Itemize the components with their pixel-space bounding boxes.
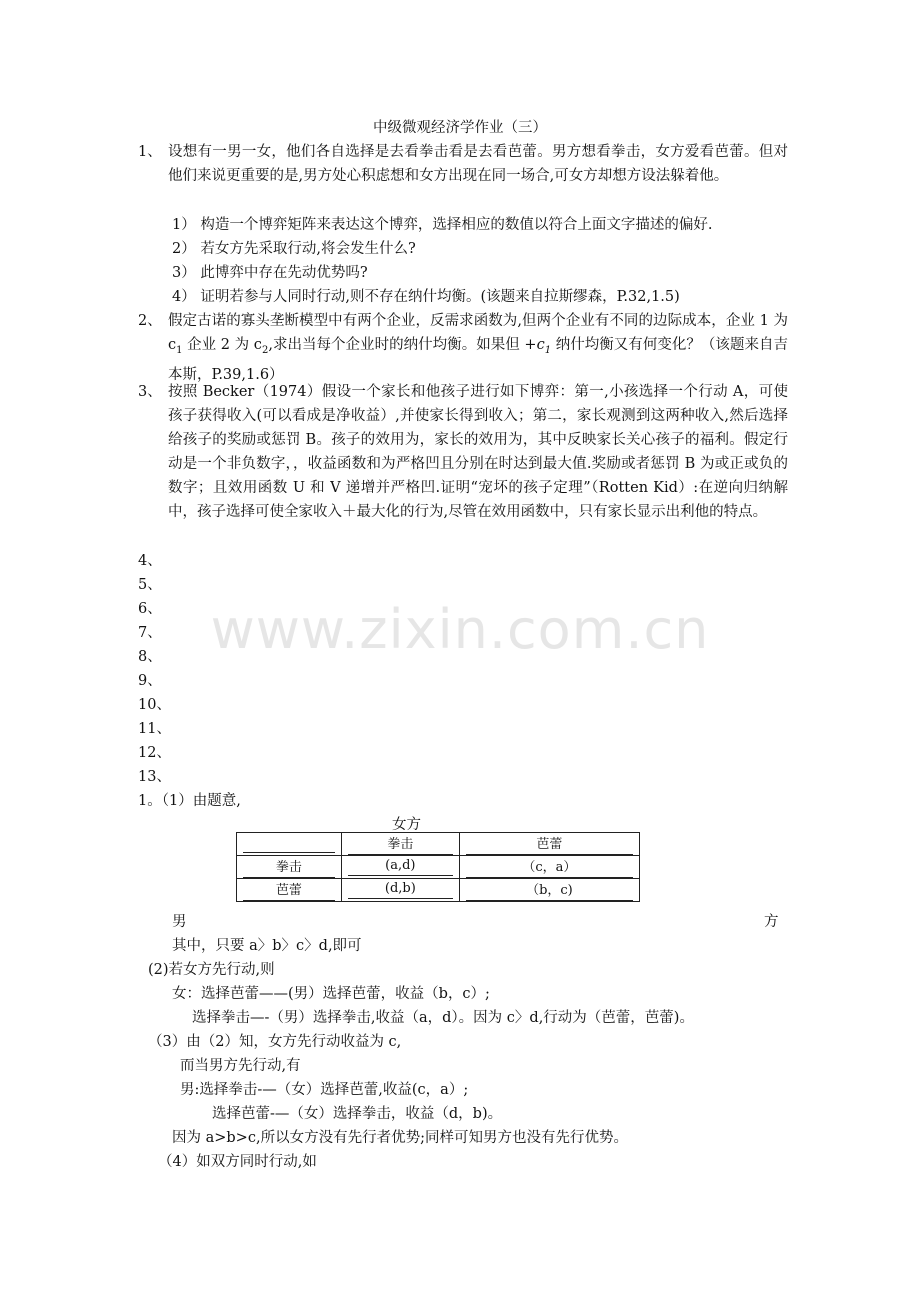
male-player-label-left: 男 [172,914,187,930]
table-row [237,856,640,879]
female-player-label: 女方 [392,817,421,833]
table-row [237,879,640,902]
answer-line: （3）由（2）知，女方先行动收益为 c, [148,1034,402,1050]
sub-question-3: 3） 此博弈中存在先动优势吗? [172,265,368,281]
question-text-part: ,求出当每个企业时的纳什均衡。如果但 [268,337,525,353]
payoff-cell [459,856,639,879]
question-text: 按照 Becker（1974）假设一个家长和他孩子进行如下博弈：第一,小孩选择一个行动 A，可使孩子获得收入(可以看成是净收益）,并使家长得到收入；第二，家长观测到这两种收入,然后选择给孩子的奖励或惩罚 B。孩子的效用为，家长的效用为，其中反映家长关心孩子的福利。假定行动是一个非负数字，，收益函数和为严格凹且分别在时达到最大值.奖励或者惩罚 B 为或正或负的数字；且效用函数 U 和 V 递增并严格凹.证明“宠坏的孩子定理”（Rotten Kid）:在逆向归纳解中，孩子选择可使全家收入＋最大化的行为,尽管在效用函数中，只有家长显示出利他的特点。 [168,384,788,520]
question-number-8: 8、 [138,649,162,665]
table-corner-cell [237,833,342,856]
answer-line: (2)若女方先行动,则 [148,962,275,978]
question-text-part: 纳什均衡又有何变化？（该题来自吉本斯，P.39,1.6） [168,337,789,383]
watermark: www.zixin.com.cn [210,598,710,661]
page-title: 中级微观经济学作业（三） [373,120,547,136]
question-number-10: 10、 [138,697,171,713]
question-number-11: 11、 [138,721,171,737]
question-text: 设想有一男一女，他们各自选择是去看拳击看是去看芭蕾。男方想看拳击，女方爱看芭蕾。但对他们来说更重要的是,男方处心积虑想和女方出现在同一场合,可女方却想方设法躲着他。 [168,144,788,184]
question-text [168,309,788,387]
row-label-text: 芭蕾 [243,879,335,901]
subscript: 2 [261,344,269,356]
payoff-cell [341,856,459,879]
row-label-cell [237,879,342,902]
header-cell-text: 拳击 [348,833,453,855]
question-text-part: 假定古诺的寡头垄断模型中有两个企业，反需求函数为,但两个企业有不同的边际成本，企业 1 为 c [168,313,788,353]
answer-line: 其中，只要 a〉b〉c〉d,即可 [172,938,362,954]
answer-line: 选择拳击—-（男）选择拳击,收益（a，d）。因为 c〉d,行动为（芭蕾，芭蕾)。 [192,1010,694,1026]
payoff-text: （c，a） [466,856,633,878]
question-2 [138,309,788,387]
question-number: 2、 [138,313,162,329]
question-number-6: 6、 [138,601,162,617]
payoff-text: （b，c) [466,879,633,901]
table-header-cell [459,833,639,856]
answer-line: 因为 a>b>c,所以女方没有先行者优势;同样可知男方也没有先行优势。 [172,1130,628,1146]
sub-question-2: 2） 若女方先采取行动,将会发生什么? [172,241,416,257]
header-cell-text [243,835,335,853]
row-label-cell [237,856,342,879]
question-number-13: 13、 [138,769,171,785]
answer-line: 选择芭蕾-—（女）选择拳击，收益（d，b)。 [212,1106,503,1122]
payoff-text: (a,d) [348,858,453,876]
row-label-text: 拳击 [243,856,335,878]
math-expression: +c [524,337,545,353]
question-number: 1、 [138,144,162,160]
question-number-5: 5、 [138,577,162,593]
sub-question-1: 1） 构造一个博弈矩阵来表达这个博弈，选择相应的数值以符合上面文字描述的偏好. [172,217,713,233]
question-3 [138,380,788,524]
payoff-cell [459,879,639,902]
question-number: 3、 [138,384,162,400]
subscript: 1 [544,344,552,356]
table-header-row [237,833,640,856]
answer-line: 而当男方先行动,有 [180,1058,301,1074]
question-1 [138,140,788,188]
answer-line: 男:选择拳击-—（女）选择芭蕾,收益(c，a）; [180,1082,469,1098]
payoff-cell [341,879,459,902]
question-number-7: 7、 [138,625,162,641]
question-number-4: 4、 [138,553,162,569]
question-number-9: 9、 [138,673,162,689]
question-text-part: 企业 2 为 c [182,337,262,353]
header-cell-text: 芭蕾 [466,833,633,855]
sub-question-4: 4） 证明若参与人同时行动,则不存在纳什均衡。(该题来自拉斯缪森，P.32,1.5) [172,289,680,305]
table-header-cell [341,833,459,856]
payoff-text: (d,b) [348,881,453,899]
answer-intro: 1。（1）由题意, [138,793,241,809]
male-player-label-right: 方 [764,914,779,930]
answer-line: 女：选择芭蕾——(男）选择芭蕾，收益（b，c）; [172,986,490,1002]
question-number-12: 12、 [138,745,171,761]
payoff-matrix [236,832,640,902]
answer-line: （4）如双方同时行动,如 [158,1154,317,1170]
subscript: 1 [176,344,183,356]
